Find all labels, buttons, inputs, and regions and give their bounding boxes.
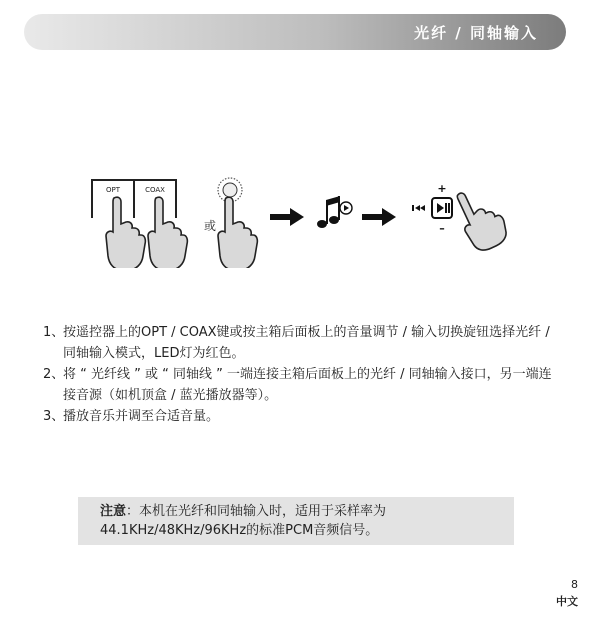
arrow-right-icon (362, 208, 396, 226)
page-language: 中文 (556, 595, 578, 608)
note-separator: ： (126, 504, 140, 519)
step-text: 播放音乐并调至合适音量。 (63, 409, 220, 424)
step-text: 按遥控器上的OPT / COAX键或按主箱后面板上的音量调节 / 输入切换旋钮选择光纤 / 同轴输入模式，LED灯为红色。 (63, 325, 550, 361)
coax-button-label: COAX (145, 186, 165, 194)
section-header-bar (24, 14, 566, 50)
step-item (43, 406, 563, 427)
arrow-right-icon (270, 208, 304, 226)
volume-minus-label: – (439, 222, 445, 235)
step-item (43, 364, 563, 406)
step-number: 1、 (43, 325, 65, 340)
hand-press-icon (218, 197, 257, 268)
opt-button-label: OPT (105, 186, 121, 194)
or-label: 或 (204, 219, 217, 233)
instruction-illustration (80, 168, 520, 268)
section-title: 光纤 / 同轴输入 (414, 24, 538, 42)
hand-press-icon (106, 197, 145, 268)
step-number: 3、 (43, 409, 65, 424)
note-text: 本机在光纤和同轴输入时，适用于采样率为44.1KHz/48KHz/96KHz的标准PCM音频信号。 (100, 504, 387, 538)
skip-back-icon (412, 205, 425, 211)
hand-press-icon (148, 197, 187, 268)
instruction-steps (43, 322, 563, 427)
step-item (43, 322, 563, 364)
volume-plus-label: + (437, 182, 447, 195)
step-number: 2、 (43, 367, 65, 382)
music-note-play-icon (317, 196, 352, 228)
page-number: 8 (571, 578, 578, 591)
step-text: 将 “ 光纤线 ” 或 “ 同轴线 ” 一端连接主箱后面板上的光纤 / 同轴输入接口，另一端连接音源（如机顶盒 / 蓝光播放器等）。 (63, 367, 552, 403)
play-pause-icon (432, 198, 452, 218)
note-box (78, 497, 514, 545)
note-label: 注意 (100, 504, 127, 519)
hand-press-icon (450, 181, 512, 255)
